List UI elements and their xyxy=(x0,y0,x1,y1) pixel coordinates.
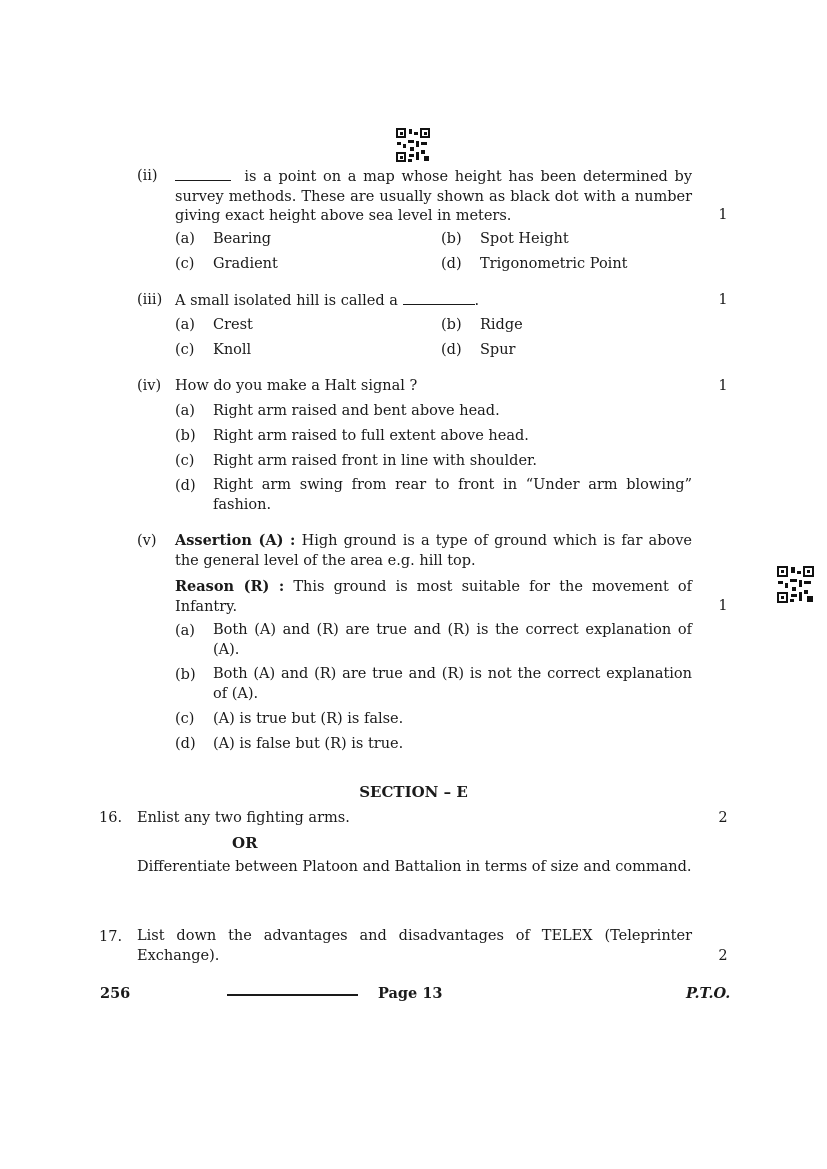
question-end: . xyxy=(474,293,480,309)
option-text: Spot Height xyxy=(480,231,569,247)
option-text: Ridge xyxy=(480,317,523,333)
marks: 1 xyxy=(718,378,728,394)
option-label: (a) xyxy=(175,317,195,333)
option-text: Right arm raised and bent above head. xyxy=(213,403,500,419)
option-text: Right arm raised to full extent above head. xyxy=(213,428,529,444)
option-label: (b) xyxy=(175,667,196,683)
option-label: (d) xyxy=(175,478,196,494)
answer-blank xyxy=(175,166,231,181)
pto-label: P.T.O. xyxy=(686,985,731,1002)
option-label: (a) xyxy=(175,231,195,247)
question-text xyxy=(175,290,479,310)
reason-label: Reason (R) : xyxy=(175,578,285,595)
marks: 2 xyxy=(718,810,728,826)
question-body: A small isolated hill is called a xyxy=(175,293,398,309)
marks: 2 xyxy=(718,948,728,964)
option-label: (c) xyxy=(175,256,195,272)
paper-code: 256 xyxy=(100,985,131,1002)
option-text: Knoll xyxy=(213,342,252,358)
option-text: Crest xyxy=(213,317,253,333)
option-text: Right arm swing from rear to front in “Under arm blowing” fashion. xyxy=(213,477,692,513)
option-text: Trigonometric Point xyxy=(480,256,628,272)
option-label: (b) xyxy=(175,428,196,444)
assertion-text: High ground is a type of ground which is far above the general level of the area e.g. hill top. xyxy=(175,533,692,569)
marks: 1 xyxy=(718,598,728,614)
reason-text: This ground is most suitable for the movement of Infantry. xyxy=(175,579,693,615)
footer-rule xyxy=(227,994,358,996)
question-text: List down the advantages and disadvantages of TELEX (Teleprinter Exchange). xyxy=(137,928,692,964)
question-body: is a point on a map whose height has been determined by survey methods. These are usually shown as black dot with a number giving exact height above sea level in meters. xyxy=(175,169,693,224)
option-text: Both (A) and (R) are true and (R) is the correct explanation of (A). xyxy=(213,622,692,658)
question-number: (v) xyxy=(137,533,157,549)
option-text: (A) is true but (R) is false. xyxy=(213,711,404,727)
question-number: (iii) xyxy=(137,292,163,308)
option-label: (a) xyxy=(175,403,195,419)
section-heading: SECTION – E xyxy=(359,783,468,801)
option-text: Spur xyxy=(480,342,516,358)
or-separator: OR xyxy=(232,834,258,852)
option-label: (d) xyxy=(441,342,462,358)
marks: 1 xyxy=(718,207,728,223)
question-number: (ii) xyxy=(137,168,158,184)
option-text: Bearing xyxy=(213,231,272,247)
option-text: Right arm raised front in line with shoulder. xyxy=(213,453,537,469)
question-number: 17. xyxy=(99,929,123,945)
answer-blank xyxy=(403,290,475,305)
question-text: How do you make a Halt signal ? xyxy=(175,378,418,394)
page-number: Page 13 xyxy=(378,985,443,1002)
qr-code-top xyxy=(396,128,430,162)
qr-code-side xyxy=(777,566,814,603)
option-label: (b) xyxy=(441,231,462,247)
marks: 1 xyxy=(718,292,728,308)
question-text: Enlist any two fighting arms. xyxy=(137,810,350,826)
option-text: Both (A) and (R) are true and (R) is not the correct explanation of (A). xyxy=(213,666,692,702)
reason xyxy=(175,577,692,617)
option-label: (b) xyxy=(441,317,462,333)
assertion xyxy=(175,531,692,571)
option-label: (d) xyxy=(175,736,196,752)
option-text: (A) is false but (R) is true. xyxy=(213,736,404,752)
option-label: (a) xyxy=(175,623,195,639)
option-label: (c) xyxy=(175,711,195,727)
question-number: 16. xyxy=(99,810,123,826)
option-text: Gradient xyxy=(213,256,278,272)
question-text xyxy=(175,166,692,227)
question-alternative: Differentiate between Platoon and Battalion in terms of size and command. xyxy=(137,859,692,875)
option-label: (c) xyxy=(175,342,195,358)
option-label: (c) xyxy=(175,453,195,469)
option-label: (d) xyxy=(441,256,462,272)
assertion-label: Assertion (A) : xyxy=(175,532,296,549)
question-number: (iv) xyxy=(137,378,162,394)
